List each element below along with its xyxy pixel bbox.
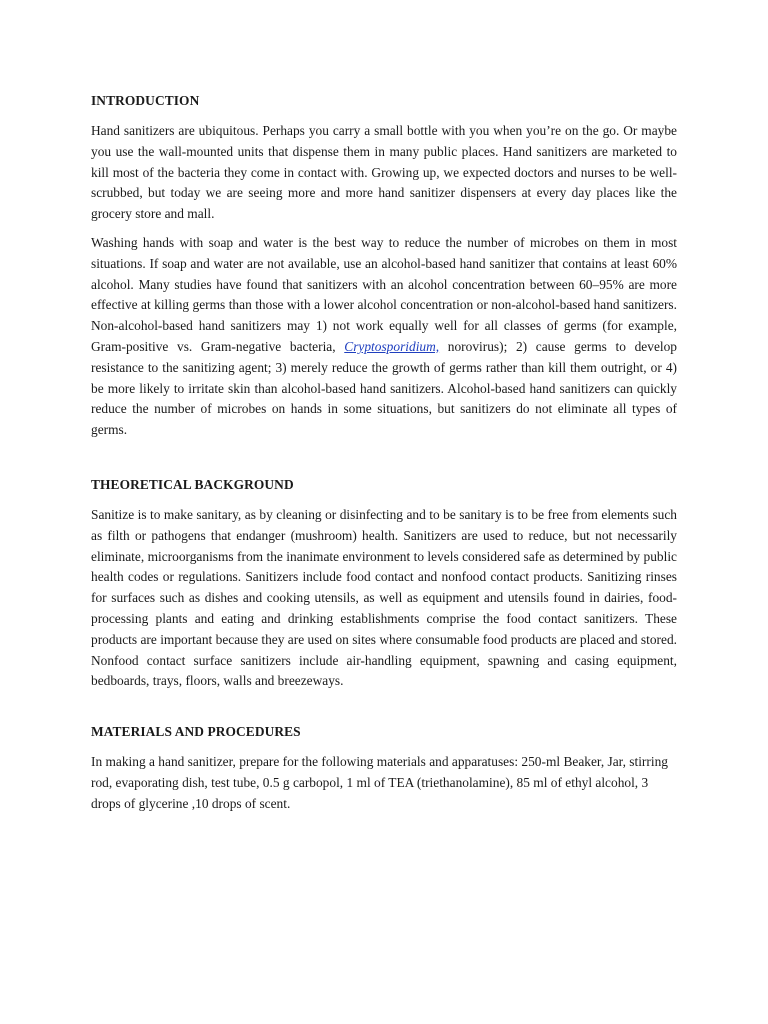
introduction-paragraph-2 bbox=[91, 233, 677, 441]
theoretical-background-heading: THEORETICAL BACKGROUND bbox=[91, 476, 294, 492]
document-page bbox=[91, 91, 677, 845]
introduction-paragraph-1: Hand sanitizers are ubiquitous. Perhaps you carry a small bottle with you when you’re on the go. Or maybe you use the wall-mounted units that dispense them in many public places. Hand sanitizers are marketed to kill most of the bacteria they come in contact with. Growing up, we expected doctors and nurses to be well-scrubbed, but today we are seeing more and more hand sanitizer dispensers at every day places like the grocery store and mall. bbox=[91, 123, 677, 222]
introduction-section bbox=[91, 91, 677, 441]
materials-procedures-section bbox=[91, 722, 677, 814]
theoretical-background-section bbox=[91, 475, 677, 692]
materials-procedures-heading: MATERIALS AND PROCEDURES bbox=[91, 724, 301, 740]
materials-procedures-paragraph: In making a hand sanitizer, prepare for the following materials and apparatuses: 250-ml Beaker, Jar, stirring rod, evaporating dish, test tube, 0.5 g carbopol, 1 ml of TEA (triethanolamine), 85 ml of ethyl alcohol, 3 drops of glycerine ,10 drops of scent. bbox=[91, 754, 668, 811]
introduction-heading: INTRODUCTION bbox=[91, 93, 200, 108]
theoretical-background-paragraph: Sanitize is to make sanitary, as by cleaning or disinfecting and to be sanitary is to be free from elements such as filth or pathogens that endanger (mushroom) health. Sanitizers are used to reduce, but not necessarily eliminate, microorganisms from the inanimate environment to levels considered safe as determined by public health codes or regulations. Sanitizers include food contact and nonfood contact products. Sanitizing rinses for surfaces such as dishes and cooking utensils, as well as equipment and utensils found in dairies, food-processing plants and eating and drinking establishments comprise the food contact sanitizers. These products are important because they are used on sites where consumable food products are placed and stored. Nonfood contact surface sanitizers include air-handling equipment, spawning and casing equipment, bedboards, trays, floors, walls and breezeways. bbox=[91, 506, 677, 689]
introduction-p2-text-after: norovirus); 2) cause germs to develop resistance to the sanitizing agent; 3) merely reduce the growth of germs rather than kill them outright, or 4) be more likely to irritate skin than alcohol-based hand sanitizers. Alcohol-based hand sanitizers can quickly reduce the number of microbes on hands in some situations, but sanitizers do not eliminate all types of germs. bbox=[91, 338, 678, 438]
cryptosporidium-link[interactable]: Cryptosporidium, bbox=[344, 338, 440, 354]
introduction-p2-text-before: Washing hands with soap and water is the best way to reduce the number of microbes on them in most situations. If soap and water are not available, use an alcohol-based hand sanitizer that contains at least 60% alcohol. Many studies have found that sanitizers with an alcohol concentration between 60–95% are more effective at killing germs than those with a lower alcohol concentration or non-alcohol-based hand sanitizers. Non-alcohol-based hand sanitizers may 1) not work equally well for all classes of germs (for example, Gram-positive vs. Gram-negative bacteria, bbox=[91, 234, 677, 354]
